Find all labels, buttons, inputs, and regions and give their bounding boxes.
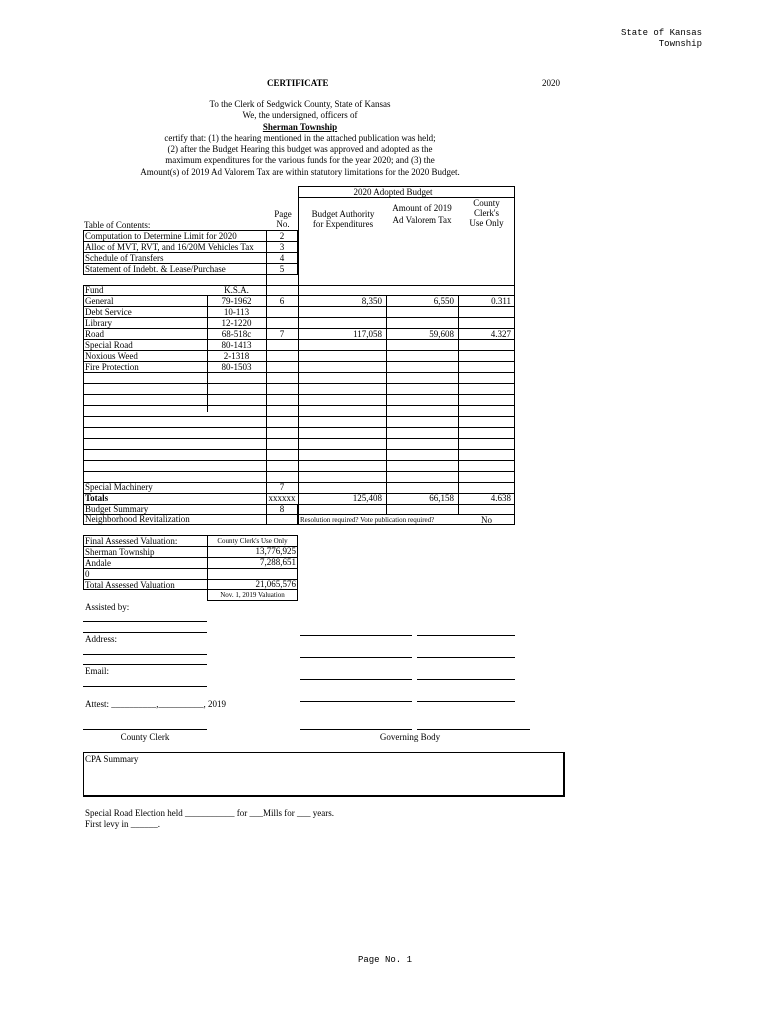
- fund-ksa: 2-1318: [223, 351, 250, 361]
- email-line[interactable]: [83, 686, 207, 687]
- fund-ksa: 12-1220: [221, 318, 252, 328]
- fund-ksa: 68-518c: [221, 329, 252, 339]
- governing-signature-line[interactable]: [300, 657, 412, 658]
- fund-name: General: [85, 296, 114, 306]
- county-clerk-header: County Clerk's Use Only: [469, 198, 504, 228]
- budget-summary-label: Budget Summary: [85, 504, 149, 514]
- fund-name: Debt Service: [85, 307, 132, 317]
- assisted-by-label: Assisted by:: [85, 602, 130, 612]
- budget-summary-page: 8: [279, 504, 285, 514]
- toc-item: Schedule of Transfers: [85, 253, 164, 263]
- page-number: Page No. 1: [357, 955, 412, 965]
- fund-budget: 117,058: [353, 329, 382, 339]
- fund-ksa: 79-1962: [221, 296, 252, 306]
- cpa-summary-box[interactable]: [83, 752, 565, 797]
- valuation-note: Nov. 1, 2019 Valuation: [220, 591, 285, 599]
- fund-ksa: 10-113: [223, 307, 250, 317]
- ksa-header: K.S.A.: [224, 285, 249, 295]
- fund-name: Special Road: [85, 340, 133, 350]
- neighborhood-label: Neighborhood Revitalization: [85, 514, 190, 524]
- valuation-amount: 13,776,925: [255, 546, 296, 556]
- fund-name: Noxious Weed: [85, 351, 138, 361]
- toc-label: Table of Contents:: [84, 220, 151, 230]
- budget-authority-header: Budget Authority for Expenditures: [311, 209, 375, 229]
- certification-text: [100, 99, 500, 178]
- toc-page: 5: [279, 264, 285, 274]
- governing-signature-line[interactable]: [417, 701, 515, 702]
- toc-page: 3: [279, 242, 285, 252]
- governing-body-label: Governing Body: [379, 732, 441, 742]
- governing-signature-line[interactable]: [300, 635, 412, 636]
- intro-line: To the Clerk of Sedgwick County, State of Kansas: [209, 99, 391, 109]
- address-line[interactable]: [83, 654, 207, 655]
- fund-ksa: 80-1503: [221, 362, 252, 372]
- toc-item: Alloc of MVT, RVT, and 16/20M Vehicles Tax: [85, 242, 254, 252]
- valuation-label: Final Assessed Valuation:: [85, 536, 178, 546]
- municipality-name: Sherman Township: [262, 121, 338, 132]
- first-levy: First levy in ______.: [85, 819, 161, 829]
- fund-header: Fund: [85, 285, 104, 295]
- valuation-total: 21,065,576: [255, 579, 296, 589]
- signature-line[interactable]: [83, 621, 207, 622]
- totals-label: Totals: [85, 493, 109, 503]
- document-type-label: Township: [658, 39, 702, 49]
- fund-tax: 6,550: [433, 296, 454, 306]
- special-road-election: Special Road Election held ___________ for ___Mills for ___ years.: [85, 808, 334, 818]
- address-label: Address:: [85, 634, 117, 644]
- fund-budget: 8,350: [361, 296, 382, 306]
- totals-page: xxxxxx: [268, 493, 296, 503]
- governing-signature-line[interactable]: [417, 729, 530, 730]
- fund-page: 7: [279, 329, 285, 339]
- fund-ksa: 80-1413: [221, 340, 252, 350]
- fund-page: 6: [279, 296, 285, 306]
- governing-signature-line[interactable]: [417, 635, 515, 636]
- governing-signature-line[interactable]: [300, 729, 412, 730]
- intro-line: certify that: (1) the hearing mentioned in the attached publication was held;: [164, 132, 436, 143]
- fund-clerk: 4.327: [490, 329, 511, 339]
- intro-line: (2) after the Budget Hearing this budget was approved and adopted as the: [167, 144, 433, 155]
- fund-tax: 59,608: [429, 329, 454, 339]
- fund-name: Fire Protection: [85, 362, 139, 372]
- email-label: Email:: [85, 666, 109, 676]
- valuation-entity: Sherman Township: [85, 547, 155, 557]
- valuation-amount: 7,288,651: [260, 557, 296, 567]
- page-no-header: Page No.: [274, 209, 292, 229]
- totals-tax: 66,158: [429, 493, 454, 503]
- group-header: 2020 Adopted Budget: [353, 187, 433, 197]
- totals-clerk: 4.638: [490, 493, 511, 503]
- attest-line[interactable]: Attest: __________,__________, 2019: [85, 699, 226, 709]
- intro-line: We, the undersigned, officers of: [242, 110, 358, 121]
- ad-valorem-header: Amount of 2019 Ad Valorem Tax: [392, 203, 452, 225]
- fund-clerk: 0.311: [491, 296, 511, 306]
- certificate-title: CERTIFICATE: [267, 78, 329, 88]
- resolution-question: Resolution required? Vote publication required?: [300, 516, 435, 524]
- cpa-summary-label: CPA Summary: [85, 754, 139, 764]
- totals-budget: 125,408: [352, 493, 382, 503]
- address-line[interactable]: [83, 664, 207, 665]
- intro-line: Amount(s) of 2019 Ad Valorem Tax are within statutory limitations for the 2020 Budget.: [140, 166, 460, 177]
- resolution-answer: No: [481, 515, 492, 525]
- toc-page: 4: [279, 253, 285, 263]
- fund-name: Library: [85, 318, 112, 328]
- county-clerk-signature-line[interactable]: [83, 729, 207, 730]
- governing-signature-line[interactable]: [417, 679, 515, 680]
- budget-year: 2020: [542, 78, 560, 88]
- valuation-clerk-header: County Clerk's Use Only: [217, 537, 288, 545]
- valuation-entity: 0: [85, 569, 90, 579]
- toc-item: Statement of Indebt. & Lease/Purchase: [85, 264, 226, 274]
- toc-item: Computation to Determine Limit for 2020: [85, 231, 237, 241]
- fund-name: Road: [85, 329, 104, 339]
- valuation-total-label: Total Assessed Valuation: [85, 580, 175, 590]
- toc-page: 2: [279, 231, 285, 241]
- valuation-entity: Andale: [85, 558, 111, 568]
- governing-signature-line[interactable]: [300, 701, 412, 702]
- special-machinery-page: 7: [279, 482, 285, 492]
- governing-signature-line[interactable]: [300, 679, 412, 680]
- signature-line[interactable]: [83, 632, 207, 633]
- intro-line: maximum expenditures for the various funds for the year 2020; and (3) the: [165, 155, 435, 166]
- county-clerk-label: County Clerk: [120, 732, 170, 742]
- governing-signature-line[interactable]: [417, 657, 515, 658]
- special-machinery-label: Special Machinery: [85, 482, 153, 492]
- state-label: State of Kansas: [620, 28, 702, 38]
